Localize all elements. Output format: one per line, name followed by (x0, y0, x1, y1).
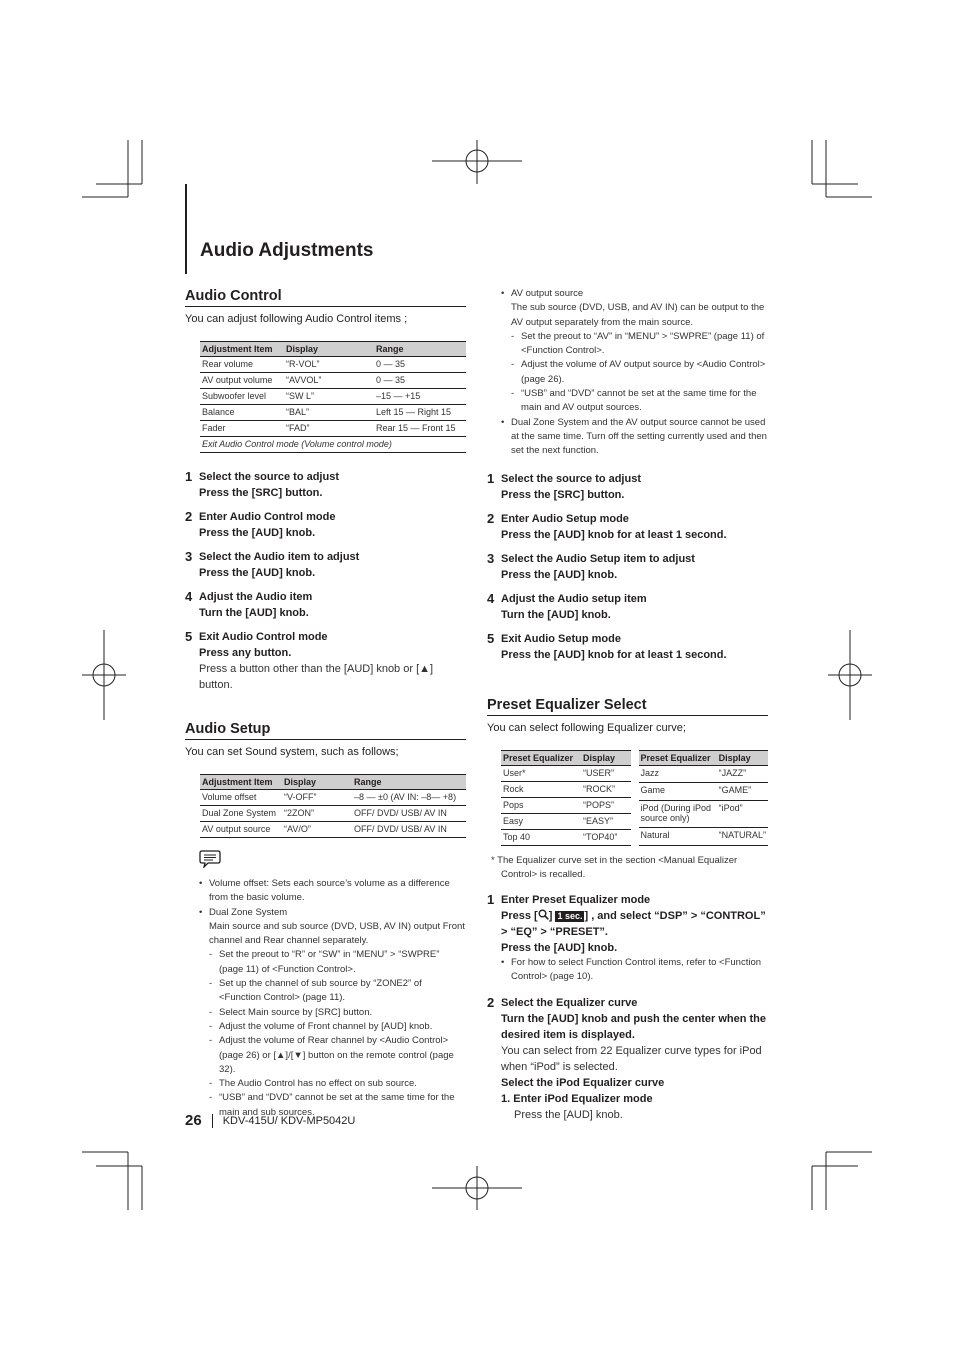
table-row (200, 373, 466, 389)
note-title: • Dual Zone System (209, 906, 288, 918)
preset-eq-table-left (501, 750, 631, 846)
table-header: Display (717, 750, 768, 765)
step-action: Turn the [AUD] knob. (199, 607, 309, 619)
step (185, 509, 466, 541)
step-action: Turn the [AUD] knob and push the center when the desired item is displayed. (501, 1012, 767, 1041)
step (487, 511, 768, 543)
model-name: KDV-415U/ KDV-MP5042U (222, 1114, 356, 1127)
right-column (487, 287, 768, 1131)
step-number: 3 (487, 550, 495, 566)
step-title: Enter Audio Setup mode (501, 512, 629, 525)
step-title: Exit Audio Setup mode (501, 632, 621, 645)
audio-setup-notes (199, 877, 466, 1120)
step-action: Press the [AUD] knob for at least 1 second. (501, 648, 727, 661)
audio-control-intro: You can adjust following Audio Control items ; (185, 313, 408, 325)
list-item: - “USB” and “DVD” cannot be set at the same time for the main and sub sources. (209, 1091, 466, 1120)
table-cell: AV output volume (200, 373, 284, 389)
table-row (200, 357, 466, 373)
table-cell: “BAL” (284, 405, 374, 421)
preset-eq-intro: You can select following Equalizer curve; (487, 721, 686, 734)
step-title: Select the source to adjust (199, 471, 339, 483)
table-cell: Natural (639, 828, 717, 846)
table-row (501, 781, 631, 797)
step-action: Turn the [AUD] knob. (501, 608, 611, 621)
action-text: ] (548, 910, 553, 923)
table-cell: Fader (200, 421, 284, 437)
step-title: Enter Preset Equalizer mode (501, 894, 651, 907)
table-row (200, 421, 466, 437)
preset-eq-heading: Preset Equalizer Select (487, 697, 768, 716)
table-row (200, 389, 466, 405)
page-title: Audio Adjustments (200, 240, 374, 261)
note-av-output (501, 287, 768, 416)
audio-setup-notes-continued (501, 287, 768, 459)
table-row (200, 405, 466, 421)
table-cell: Top 40 (501, 829, 581, 845)
audio-setup-intro: You can set Sound system, such as follows; (185, 746, 399, 758)
table-header: Adjustment Item (200, 342, 284, 357)
step-notes (501, 956, 768, 985)
list-item: - Set up the channel of sub source by “ZONE2” of <Function Control> (page 11). (209, 977, 466, 1006)
table-cell: Easy (501, 813, 581, 829)
table-cell: “V-OFF” (282, 790, 352, 806)
table-row (639, 783, 769, 801)
table-header: Preset Equalizer (639, 750, 717, 765)
table-row (200, 790, 466, 806)
step-number: 1 (185, 469, 193, 484)
table-cell: Game (639, 783, 717, 801)
list-item: - Set the preout to “R” or “SW” in “MENU” > “SWPRE” (page 11) of <Function Control>. (209, 948, 466, 977)
table-row (501, 813, 631, 829)
table-cell: “iPod” (717, 800, 768, 827)
table-cell: “AVVOL” (284, 373, 374, 389)
step (185, 589, 466, 621)
step-action: Press the [AUD] knob for at least 1 second. (501, 528, 727, 541)
table-cell: “ROCK” (581, 781, 631, 797)
table-cell: Rear volume (200, 357, 284, 373)
table-cell: iPod (During iPod source only) (639, 800, 717, 827)
step (487, 995, 768, 1123)
table-cell: OFF/ DVD/ USB/ AV IN (352, 806, 466, 822)
audio-control-steps (185, 469, 466, 693)
table-header: Display (284, 342, 374, 357)
sub-step-note: Press the [AUD] knob. (514, 1108, 623, 1121)
note-icon (199, 850, 221, 868)
step-title: Select the Equalizer curve (501, 996, 638, 1009)
table-header: Range (374, 342, 466, 357)
av-output-list (511, 330, 768, 416)
table-cell: “NATURAL” (717, 828, 768, 846)
table-header: Preset Equalizer (501, 750, 581, 765)
step-title: Adjust the Audio setup item (501, 592, 647, 605)
table-row (639, 828, 769, 846)
step-number: 3 (185, 549, 193, 564)
action-text: ] , and select “DSP” > “CONTROL” > “EQ” > “PRESET”. (501, 910, 766, 939)
step-number: 1 (487, 470, 495, 486)
table-row (501, 765, 631, 781)
step-number: 1 (487, 892, 495, 908)
table-cell: Rear 15 — Front 15 (374, 421, 466, 437)
step-title: Enter Audio Control mode (199, 511, 336, 523)
list-item: - “USB” and “DVD” cannot be set at the same time for the main and AV output sources. (511, 387, 768, 416)
step-number: 4 (185, 589, 193, 604)
table-header: Display (282, 775, 352, 790)
table-cell: –8 — ±0 (AV IN: –8— +8) (352, 790, 466, 806)
step (487, 892, 768, 985)
step (185, 549, 466, 581)
search-icon (538, 909, 549, 920)
table-cell: “USER” (581, 765, 631, 781)
step-title: Exit Audio Control mode (199, 631, 328, 643)
table-cell: OFF/ DVD/ USB/ AV IN (352, 822, 466, 838)
table-row (639, 765, 769, 783)
table-cell: User* (501, 765, 581, 781)
audio-setup-steps (487, 471, 768, 663)
table-cell: “POPS” (581, 797, 631, 813)
table-cell: Jazz (639, 765, 717, 783)
preset-eq-footnote: * The Equalizer curve set in the section <Manual Equalizer Control> is recalled. (491, 854, 738, 880)
step-number: 2 (185, 509, 193, 524)
step (487, 471, 768, 503)
step (185, 629, 466, 693)
table-cell: “SW L” (284, 389, 374, 405)
table-cell: “GAME” (717, 783, 768, 801)
audio-setup-table (200, 774, 466, 838)
table-cell: Pops (501, 797, 581, 813)
list-item: - The Audio Control has no effect on sub source. (209, 1077, 466, 1091)
step-action: Press the [AUD] knob. (501, 568, 618, 581)
list-item: - Set the preout to “AV” in “MENU” > “SWPRE” (page 11) of <Function Control>. (511, 330, 768, 359)
note-dual-zone (199, 906, 466, 1120)
table-row (200, 806, 466, 822)
table-cell: Rock (501, 781, 581, 797)
dual-zone-list (209, 948, 466, 1120)
action-text: Press [ (501, 910, 538, 923)
step (487, 631, 768, 663)
left-column (185, 288, 466, 1120)
page-footer (185, 1112, 355, 1129)
step-title: Select the Audio item to adjust (199, 551, 360, 563)
step-action: Press the [SRC] button. (501, 488, 625, 501)
step-action (501, 908, 768, 940)
table-cell: Volume offset (200, 790, 282, 806)
table-header: Adjustment Item (200, 775, 282, 790)
step-number: 2 (487, 510, 495, 526)
table-row (639, 800, 769, 827)
audio-setup-heading: Audio Setup (185, 721, 466, 740)
audio-control-heading: Audio Control (185, 288, 466, 307)
table-cell: “AV/O” (282, 822, 352, 838)
table-cell: “JAZZ” (717, 765, 768, 783)
table-row (501, 797, 631, 813)
list-item: - Select Main source by [SRC] button. (209, 1006, 466, 1020)
step-number: 4 (487, 590, 495, 606)
step-note: • For how to select Function Control items, refer to <Function Control> (page 10). (501, 956, 768, 985)
step-action: Press the [AUD] knob. (501, 942, 618, 955)
step-note: Press a button other than the [AUD] knob or [▲] button. (199, 663, 434, 691)
sub-step-title: Select the iPod Equalizer curve (501, 1076, 665, 1089)
step-action: Press the [AUD] knob. (199, 567, 316, 579)
table-header: Range (352, 775, 466, 790)
table-row (200, 822, 466, 838)
list-item: - Adjust the volume of Rear channel by <Audio Control> (page 26) or [▲]/[▼] button on the remote control (page 32). (209, 1034, 466, 1077)
step (185, 469, 466, 501)
note-text: The sub source (DVD, USB, and AV IN) can be output to the AV output separately from the main source. (511, 302, 765, 328)
step-number: 5 (185, 629, 193, 644)
step-action: Press the [AUD] knob. (199, 527, 316, 539)
table-cell: Subwoofer level (200, 389, 284, 405)
table-cell: Balance (200, 405, 284, 421)
page-number: 26 (185, 1112, 202, 1129)
step-title: Select the Audio Setup item to adjust (501, 552, 695, 565)
table-cell: AV output source (200, 822, 282, 838)
sub-step: 1. Enter iPod Equalizer mode (501, 1092, 653, 1105)
step (487, 591, 768, 623)
table-note: Exit Audio Control mode (Volume control mode) (200, 437, 466, 453)
preset-eq-table-right (639, 750, 769, 846)
table-cell: Dual Zone System (200, 806, 282, 822)
note-text: Main source and sub source (DVD, USB, AV IN) output Front channel and Rear channel separately. (209, 920, 465, 947)
table-cell: –15 — +15 (374, 389, 466, 405)
step (487, 551, 768, 583)
table-cell: “2ZON” (282, 806, 352, 822)
table-cell: “R-VOL” (284, 357, 374, 373)
table-cell: “TOP40” (581, 829, 631, 845)
one-second-badge: 1 sec. (557, 911, 583, 922)
step-number: 5 (487, 630, 495, 646)
table-note-row (200, 437, 466, 453)
step-number: 2 (487, 994, 495, 1010)
step-title: Select the source to adjust (501, 472, 641, 485)
list-item: - Adjust the volume of Front channel by [AUD] knob. (209, 1020, 466, 1034)
step-action: Press any button. (199, 647, 292, 659)
table-row (501, 829, 631, 845)
note-title: • AV output source (511, 288, 584, 299)
audio-control-table (200, 341, 466, 453)
footer-divider (212, 1114, 213, 1128)
table-cell: “EASY” (581, 813, 631, 829)
step-title: Adjust the Audio item (199, 591, 313, 603)
list-item: - Adjust the volume of AV output source by <Audio Control> (page 26). (511, 358, 768, 387)
note-volume-offset: • Volume offset: Sets each source’s volume as a difference from the basic volume. (199, 877, 466, 906)
table-cell: 0 — 35 (374, 357, 466, 373)
step-action: Press the [SRC] button. (199, 487, 323, 499)
step-note: You can select from 22 Equalizer curve types for iPod when “iPod” is selected. (501, 1044, 762, 1073)
table-header: Display (581, 750, 631, 765)
preset-eq-tables (501, 750, 768, 846)
table-cell: “FAD” (284, 421, 374, 437)
table-cell: 0 — 35 (374, 373, 466, 389)
note-dual-zone-conflict: • Dual Zone System and the AV output source cannot be used at the same time. Turn off the setting currently used and then set the next function. (501, 416, 768, 459)
title-rule (185, 184, 187, 274)
table-cell: Left 15 — Right 15 (374, 405, 466, 421)
